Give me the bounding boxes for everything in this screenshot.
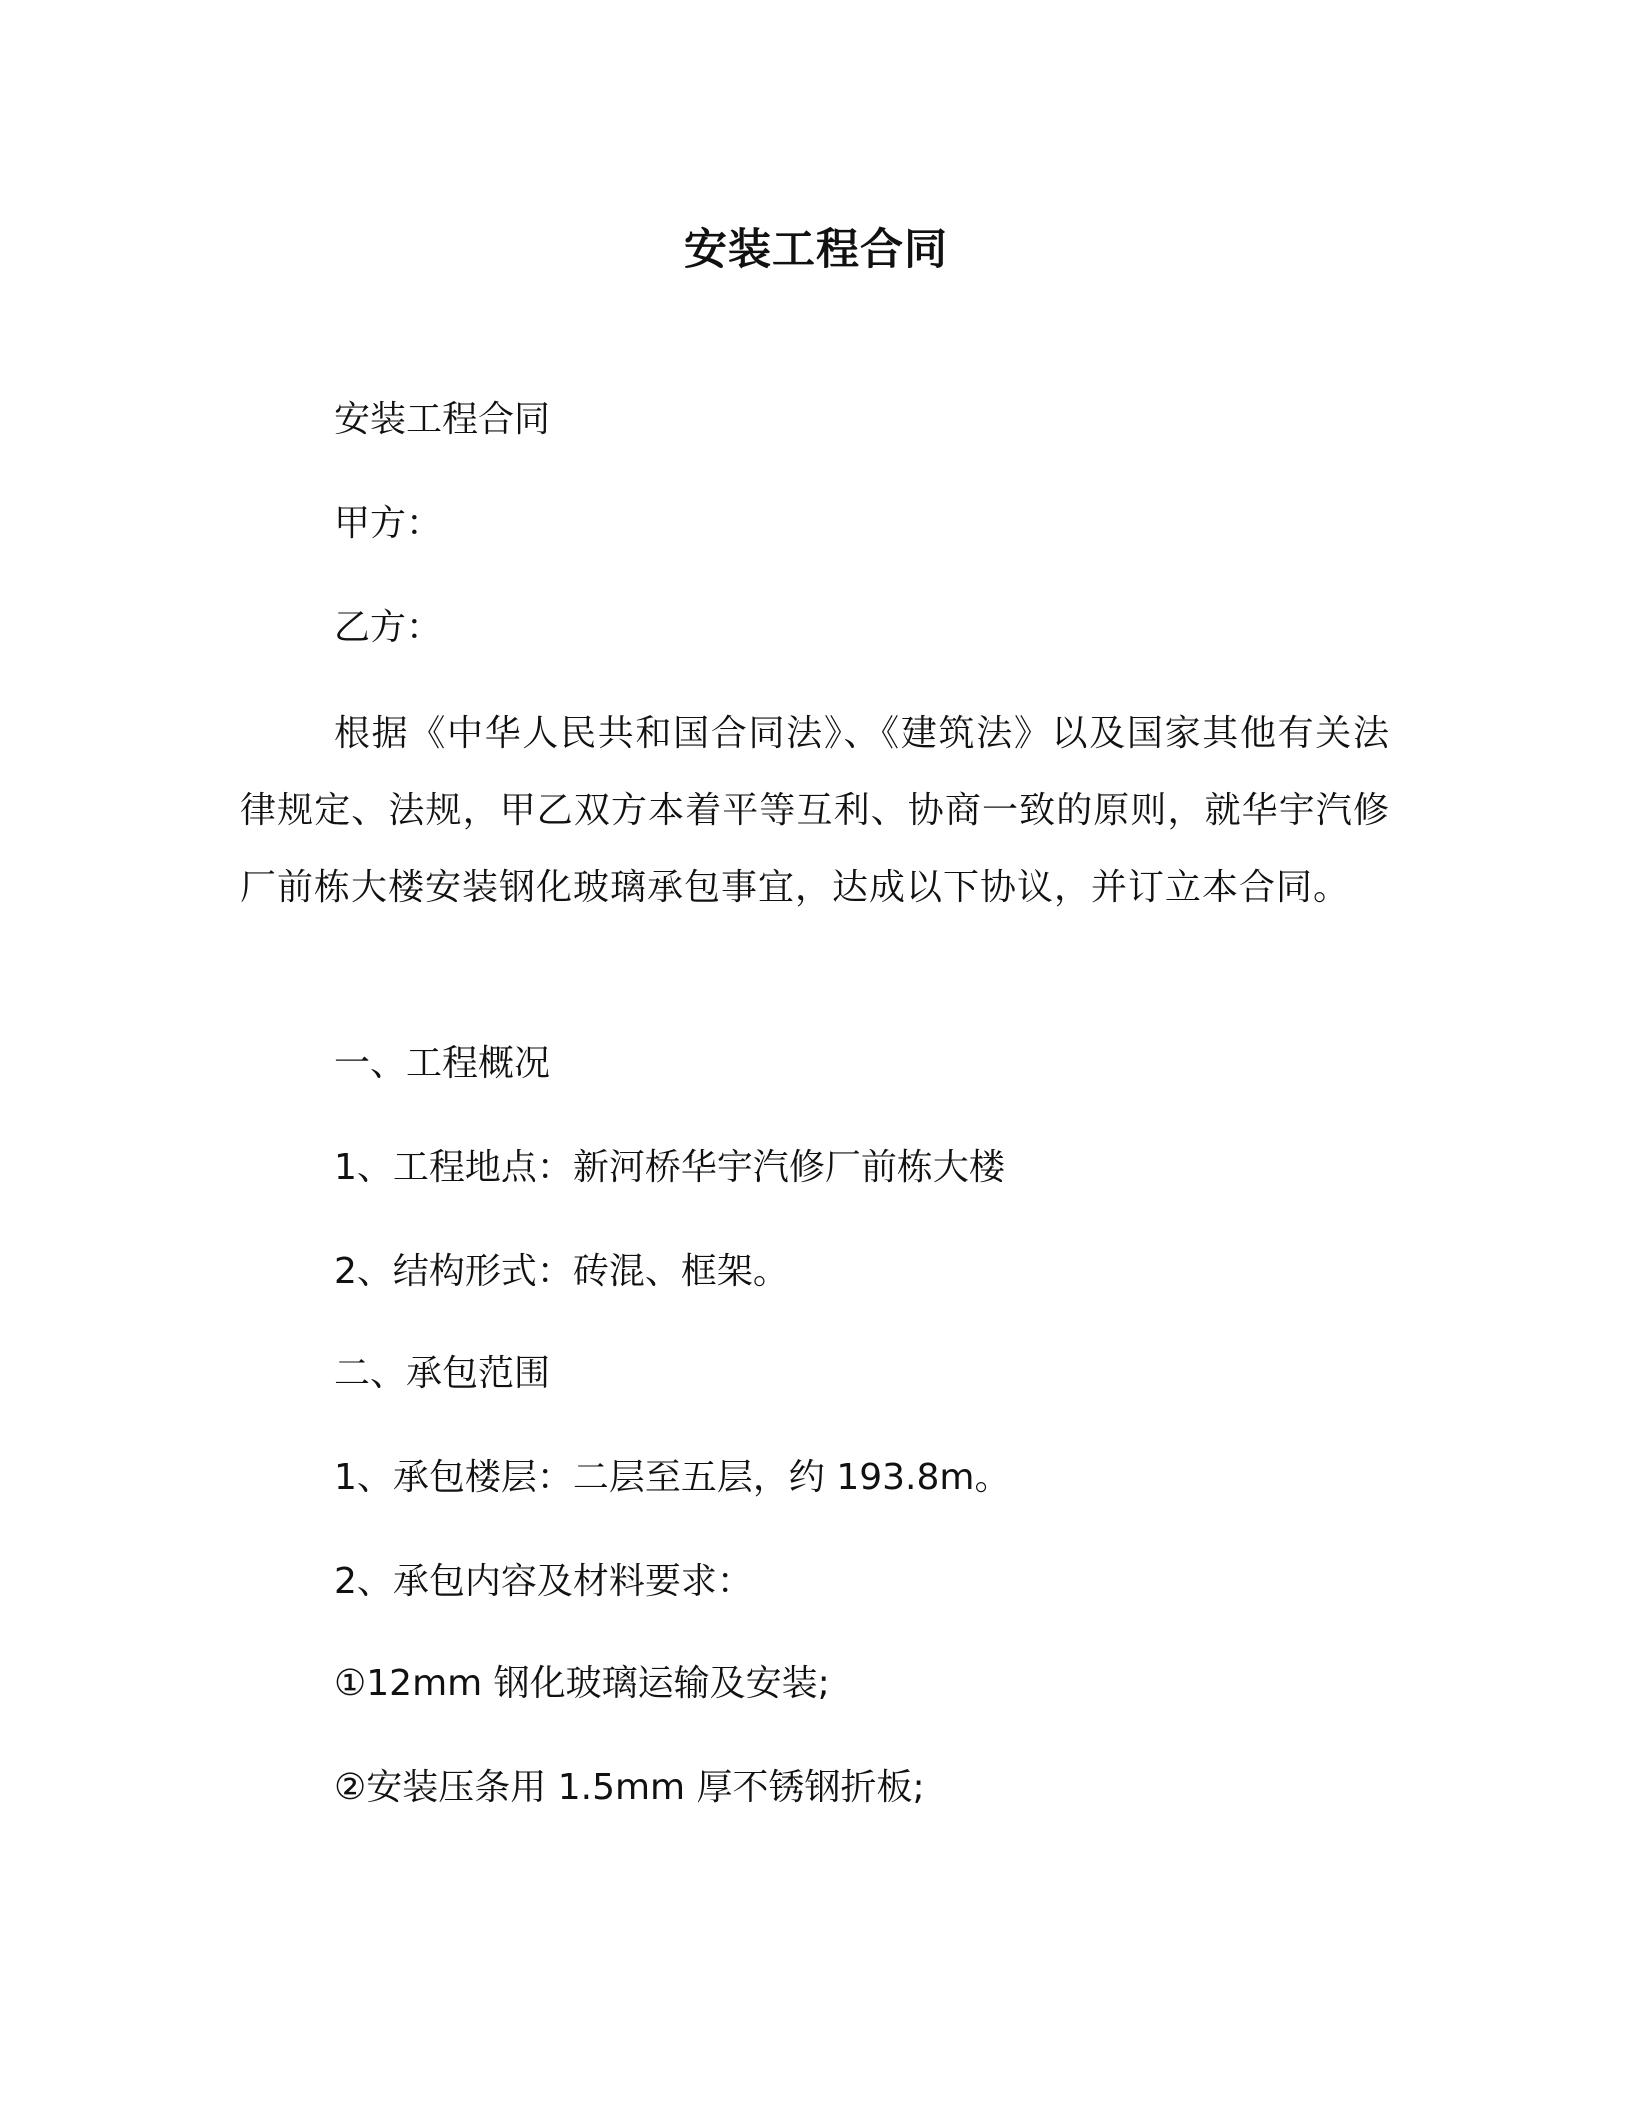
section-2-item-2: 2、承包内容及材料要求：	[334, 1561, 753, 1602]
party-b-label: 乙方：	[334, 607, 443, 648]
section-1-item-2: 2、结构形式：砖混、框架。	[334, 1251, 789, 1292]
contract-subtitle: 安装工程合同	[334, 399, 551, 440]
section-2-heading: 二、承包范围	[334, 1353, 551, 1394]
section-2-sub-1: ①12mm 钢化玻璃运输及安装;	[334, 1663, 830, 1704]
party-a-label: 甲方：	[334, 503, 443, 544]
section-2-sub-2: ②安装压条用 1.5mm 厚不锈钢折板;	[334, 1767, 925, 1808]
section-2-item-1: 1、承包楼层：二层至五层，约 193.8m。	[334, 1457, 1011, 1498]
section-1-item-1: 1、工程地点：新河桥华宇汽修厂前栋大楼	[334, 1147, 1005, 1188]
intro-paragraph: 根据《中华人民共和国合同法》、《建筑法》以及国家其他有关法律规定、法规，甲乙双方本着平等互利、协商一致的原则，就华宇汽修厂前栋大楼安装钢化玻璃承包事宜，达成以下协议，并订立本合同。	[240, 713, 1390, 908]
document-title: 安装工程合同	[684, 225, 948, 275]
section-1-heading: 一、工程概况	[334, 1043, 551, 1084]
